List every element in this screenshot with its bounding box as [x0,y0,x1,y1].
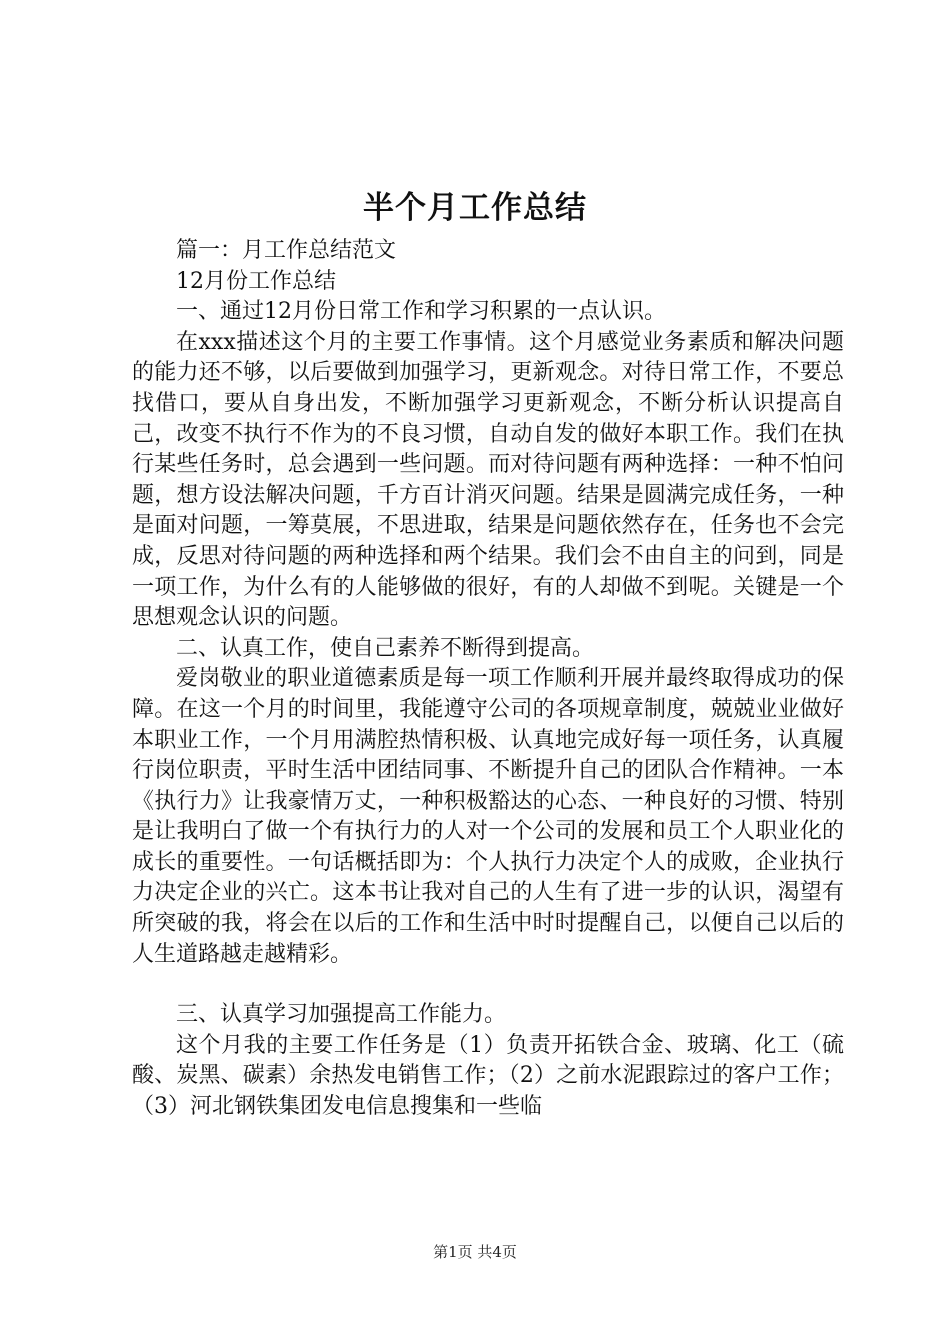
body-paragraph: 在xxx描述这个月的主要工作事情。这个月感觉业务素质和解决问题的能力还不够，以后要做到加强学习，更新观念。对待日常工作，不要总找借口，要从自身出发，不断加强学习更新观念，不断分析认识提高自己，改变不执行不作为的不良习惯，自动自发的做好本职工作。我们在执行某些任务时，总会遇到一些问题。而对待问题有两种选择：一种不怕问题，想方设法解决问题，千方百计消灭问题。结果是圆满完成任务，一种是面对问题，一筹莫展，不思进取，结果是问题依然存在，任务也不会完成，反思对待问题的两种选择和两个结果。我们会不由自主的问到，同是一项工作，为什么有的人能够做的很好，有的人却做不到呢。关键是一个思想观念认识的问题。 [132,329,844,631]
section-heading: 二、认真工作，使自己素养不断得到提高。 [176,635,595,661]
document-body [132,236,844,1123]
subheading: 12月份工作总结 [176,268,336,294]
document-title: 半个月工作总结 [363,190,587,226]
section-heading: 篇一：月工作总结范文 [176,238,397,263]
section-heading: 三、认真学习加强提高工作能力。 [176,1002,507,1028]
section-heading: 一、通过12月份日常工作和学习积累的一点认识。 [176,299,666,325]
body-paragraph: 爱岗敬业的职业道德素质是每一项工作顺利开展并最终取得成功的保障。在这一个月的时间里，我能遵守公司的各项规章制度，兢兢业业做好本职业工作，一个月用满腔热情积极、认真地完成好每一项任务，认真履行岗位职责，平时生活中团结同事、不断提升自己的团队合作精神。一本《执行力》让我豪情万丈，一种积极豁达的心态、一种良好的习惯、特别是让我明白了做一个有执行力的人对一个公司的发展和员工个人职业化的成长的重要性。一句话概括即为：个人执行力决定个人的成败，企业执行力决定企业的兴亡。这本书让我对自己的人生有了进一步的认识，渴望有所突破的我，将会在以后的工作和生活中时时提醒自己，以便自己以后的人生道路越走越精彩。 [132,666,844,967]
page-number: 第1页 共4页 [433,1243,517,1261]
body-paragraph: 这个月我的主要工作任务是（1）负责开拓铁合金、玻璃、化工（硫酸、炭黑、碳素）余热发电销售工作；（2）之前水泥跟踪过的客户工作；（3）河北钢铁集团发电信息搜集和一些临 [132,1032,844,1120]
